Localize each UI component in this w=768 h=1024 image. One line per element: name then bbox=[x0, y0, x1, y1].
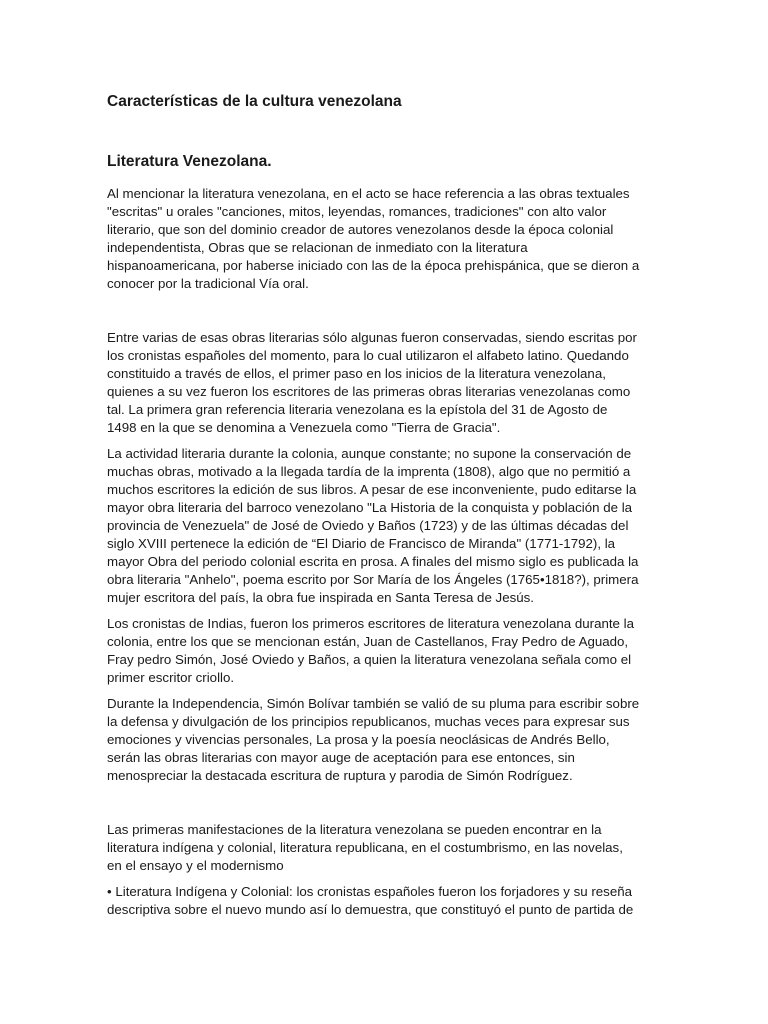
text-line: mayor Obra del periodo colonial escrita en prosa. A finales del mismo siglo es publicada la bbox=[107, 554, 639, 569]
text-line: literario, que son del dominio creador de autores venezolanos desde la época colonial bbox=[107, 222, 614, 237]
text-line: menospreciar la destacada escritura de ruptura y parodia de Simón Rodríguez. bbox=[107, 768, 573, 783]
paragraph-intro bbox=[107, 185, 667, 293]
text-line: mayor obra literaria del barroco venezolano "La Historia de la conquista y población de la bbox=[107, 500, 633, 515]
paragraph-manifestaciones bbox=[107, 821, 667, 875]
text-line: Durante la Independencia, Simón Bolívar también se valió de su pluma para escribir sobre bbox=[107, 696, 640, 711]
text-line: en el ensayo y el modernismo bbox=[107, 858, 284, 873]
text-line: descriptiva sobre el nuevo mundo así lo demuestra, que constituyó el punto de partida de bbox=[107, 902, 634, 917]
text-line: la defensa y divulgación de los principios republicanos, muchas veces para expresar sus bbox=[107, 714, 630, 729]
document-title: Características de la cultura venezolana bbox=[107, 93, 402, 110]
text-line: Entre varias de esas obras literarias sólo algunas fueron conservadas, siendo escritas por bbox=[107, 330, 637, 345]
text-line: tal. La primera gran referencia literaria venezolana es la epístola del 31 de Agosto de bbox=[107, 402, 608, 417]
paragraph-bullet-indigena bbox=[107, 883, 667, 919]
text-line: mujer escritora del país, la obra fue inspirada en Santa Teresa de Jesús. bbox=[107, 590, 534, 605]
text-line: "escritas" u orales "canciones, mitos, leyendas, romances, tradiciones" con alto valor bbox=[107, 204, 607, 219]
text-line: los cronistas españoles del momento, para lo cual utilizaron el alfabeto latino. Quedando bbox=[107, 348, 629, 363]
paragraph-independencia bbox=[107, 695, 667, 785]
text-line: muchas obras, motivado a la llegada tardía de la imprenta (1808), algo que no permitió a bbox=[107, 464, 631, 479]
body-text bbox=[107, 185, 667, 919]
text-line: constituido a través de ellos, el primer paso en los inicios de la literatura venezolana, bbox=[107, 366, 606, 381]
paragraph-cronistas-obras bbox=[107, 329, 667, 437]
text-line: Fray pedro Simón, José Oviedo y Baños, a quien la literatura venezolana señala como el bbox=[107, 652, 632, 667]
text-line: La actividad literaria durante la colonia, aunque constante; no supone la conservación de bbox=[107, 446, 632, 461]
text-line: literatura indígena y colonial, literatura republicana, en el costumbrismo, en las novelas, bbox=[107, 840, 623, 855]
paragraph-actividad-colonia bbox=[107, 445, 667, 607]
text-line: provincia de Venezuela" de José de Oviedo y Baños (1723) y de las últimas décadas del bbox=[107, 518, 629, 533]
text-line: • Literatura Indígena y Colonial: los cronistas españoles fueron los forjadores y su reseña bbox=[107, 884, 633, 899]
paragraph-cronistas-indias bbox=[107, 615, 667, 687]
text-line: obra literaria "Anhelo", poema escrito por Sor María de los Ángeles (1765•1818?), primera bbox=[107, 572, 639, 587]
text-line: independentista, Obras que se relacionan de inmediato con la literatura bbox=[107, 240, 528, 255]
text-line: Al mencionar la literatura venezolana, en el acto se hace referencia a las obras textuales bbox=[107, 186, 630, 201]
text-line: siglo XVIII pertenece la edición de “El Diario de Francisco de Miranda" (1771-1792), la bbox=[107, 536, 616, 551]
text-line: 1498 en la que se denomina a Venezuela como "Tierra de Gracia". bbox=[107, 420, 501, 435]
text-line: emociones y vivencias personales, La prosa y la poesía neoclásicas de Andrés Bello, bbox=[107, 732, 610, 747]
text-line: Las primeras manifestaciones de la literatura venezolana se pueden encontrar en la bbox=[107, 822, 602, 837]
text-line: conocer por la tradicional Vía oral. bbox=[107, 276, 309, 291]
text-line: quienes a su vez fueron los escritores de las primeras obras literarias venezolanas como bbox=[107, 384, 631, 399]
text-line: colonia, entre los que se mencionan están, Juan de Castellanos, Fray Pedro de Aguado, bbox=[107, 634, 629, 649]
text-line: serán las obras literarias con mayor auge de aceptación para ese entonces, sin bbox=[107, 750, 575, 765]
text-line: primer escritor criollo. bbox=[107, 670, 235, 685]
text-line: muchos escritores la edición de sus libros. A pesar de ese inconveniente, pudo editarse la bbox=[107, 482, 637, 497]
section-title: Literatura Venezolana. bbox=[107, 153, 272, 170]
text-line: hispanoamericana, por haberse iniciado con las de la época prehispánica, que se dieron a bbox=[107, 258, 640, 273]
text-line: Los cronistas de Indias, fueron los primeros escritores de literatura venezolana durante la bbox=[107, 616, 634, 631]
